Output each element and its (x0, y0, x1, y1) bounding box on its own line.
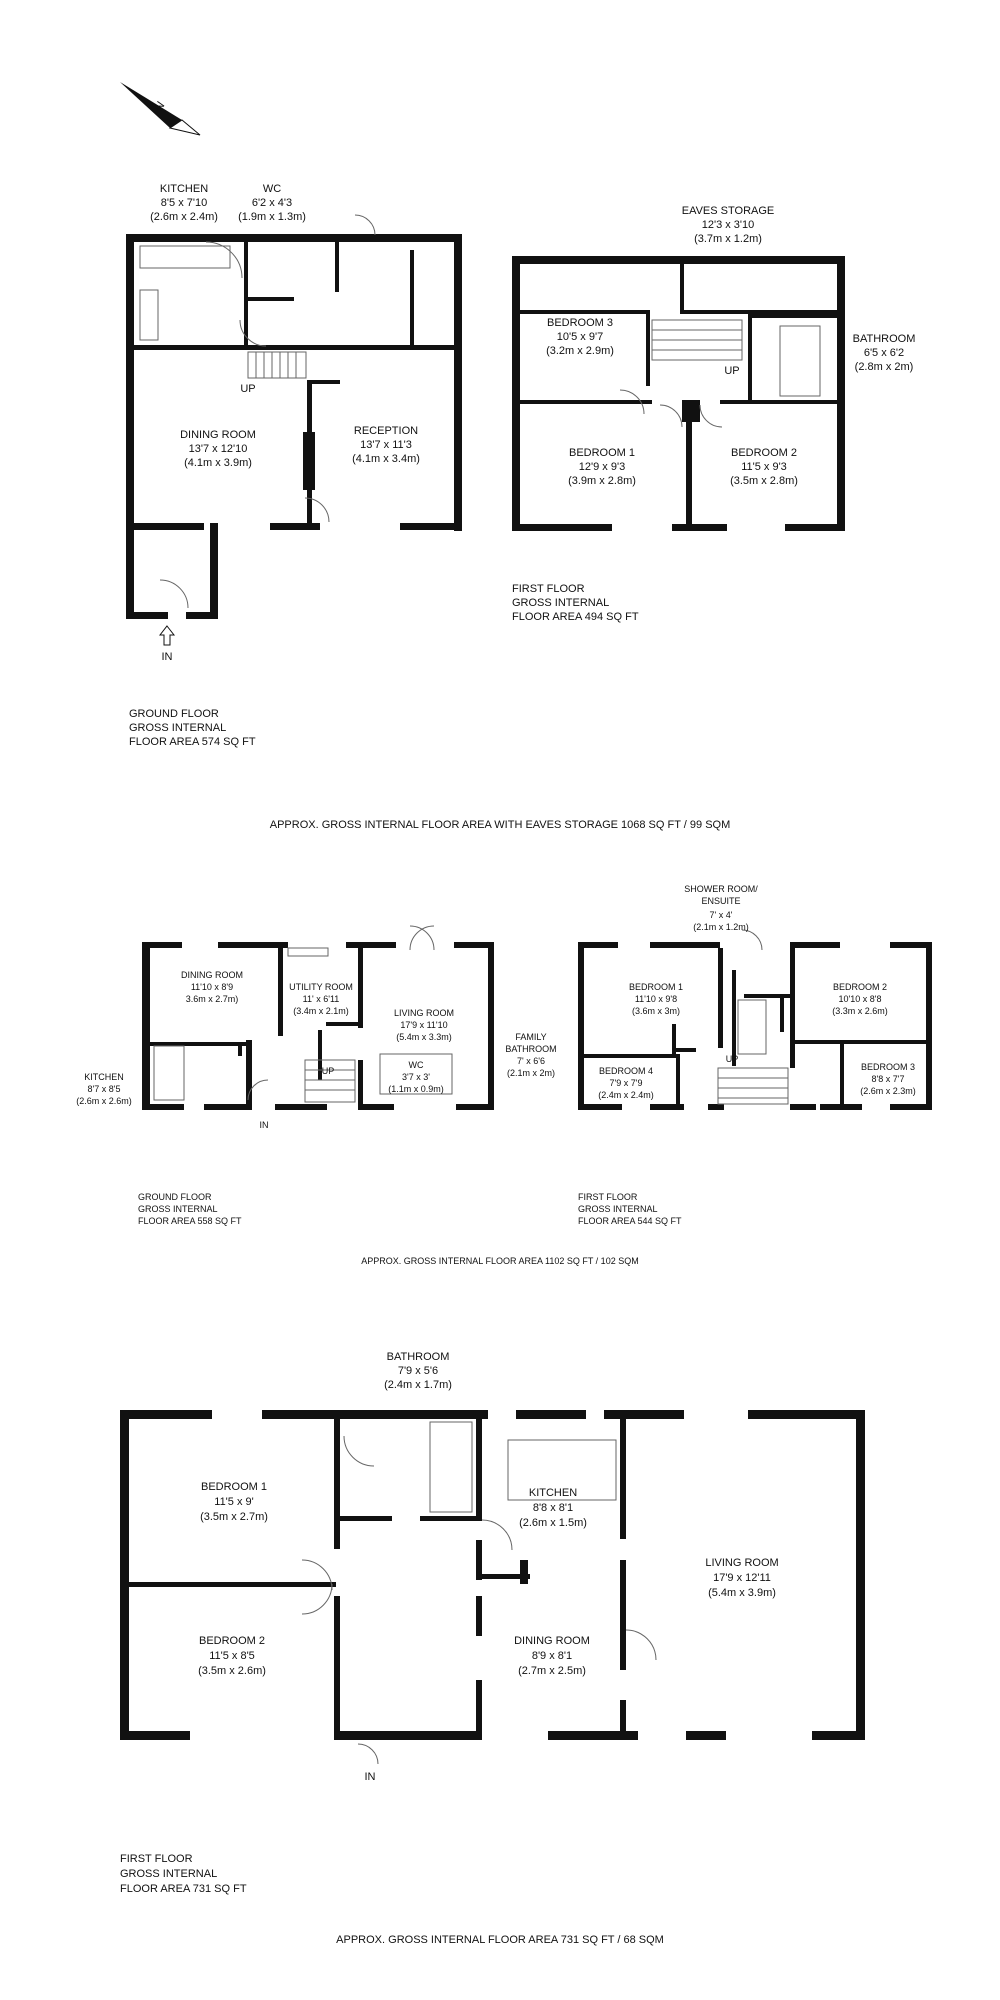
room-dimensions-imperial: 12'3 x 3'10 (701, 219, 755, 231)
room-name: WC (262, 183, 282, 195)
floor-note-line: GROSS INTERNAL (120, 1868, 218, 1880)
room-dimensions-metric: (3.5m x 2.8m) (730, 475, 798, 487)
room-dimensions-metric: (3.5m x 2.6m) (198, 1665, 266, 1677)
room-name: BATHROOM (852, 333, 916, 345)
room-name-line-2: BATHROOM (505, 1044, 557, 1054)
room-name: RECEPTION (353, 425, 419, 437)
room-dimensions-metric: (3.4m x 2.1m) (293, 1006, 349, 1016)
room-dimensions-metric: (2.1m x 1.2m) (693, 922, 749, 932)
room-dimensions-imperial: 11' x 6'11 (302, 994, 340, 1004)
room-name: FAMILY (515, 1032, 547, 1042)
room-dimensions-metric: (2.6m x 2.4m) (150, 211, 218, 223)
room-dimensions-metric: (4.1m x 3.4m) (352, 453, 420, 465)
stairs-up-label: UP (725, 1054, 739, 1064)
room-dimensions-imperial: 12'9 x 9'3 (578, 461, 626, 473)
plan-2-first-floor (505, 884, 932, 1226)
stairs-up-label: UP (321, 1066, 335, 1076)
floor-note-line: GROSS INTERNAL (138, 1204, 218, 1214)
room-name: KITCHEN (159, 183, 209, 195)
room-name: BEDROOM 1 (200, 1481, 268, 1493)
room-dimensions-imperial: 11'10 x 9'8 (634, 994, 678, 1004)
room-dimensions-metric: (2.7m x 2.5m) (518, 1665, 586, 1677)
room-dimensions-metric: (3.9m x 2.8m) (568, 475, 636, 487)
room-dimensions-imperial: 7' x 6'6 (517, 1056, 545, 1066)
room-name: BEDROOM 2 (832, 982, 888, 992)
room-dimensions-imperial: 7' x 4' (709, 910, 733, 920)
room-dimensions-imperial: 10'5 x 9'7 (556, 331, 604, 343)
entry-label: IN (161, 651, 173, 663)
room-dimensions-metric: (2.6m x 2.3m) (860, 1086, 916, 1096)
room-dimensions-metric: (4.1m x 3.9m) (184, 457, 252, 469)
north-arrow-icon (120, 82, 200, 135)
room-name: KITCHEN (528, 1487, 578, 1499)
room-dimensions-imperial: 11'5 x 9' (214, 1496, 254, 1508)
room-dimensions-metric: (3.5m x 2.7m) (200, 1511, 268, 1523)
floor-note-line: FLOOR AREA 494 SQ FT (512, 611, 639, 623)
room-dimensions-imperial: 11'10 x 8'9 (190, 982, 234, 992)
floor-note-line: FIRST FLOOR (512, 583, 585, 595)
plan-1-first-floor (512, 205, 915, 623)
room-name: BEDROOM 3 (546, 317, 614, 329)
plan-3-first-floor (120, 1351, 865, 1895)
room-dimensions-metric: (3.3m x 2.6m) (832, 1006, 888, 1016)
room-dimensions-imperial: 10'10 x 8'8 (838, 994, 882, 1004)
room-dimensions-metric: (3.7m x 1.2m) (694, 233, 762, 245)
plan-1-ground-floor (126, 183, 462, 748)
room-dimensions-imperial: 8'8 x 7'7 (871, 1074, 905, 1084)
room-dimensions-metric: (1.9m x 1.3m) (238, 211, 306, 223)
room-dimensions-imperial: 17'9 x 12'11 (713, 1572, 771, 1584)
room-name: BATHROOM (386, 1351, 450, 1363)
room-dimensions-metric: (5.4m x 3.3m) (396, 1032, 452, 1042)
room-dimensions-imperial: 6'2 x 4'3 (251, 197, 293, 209)
room-dimensions-imperial: 8'8 x 8'1 (532, 1502, 574, 1514)
room-dimensions-metric: (3.2m x 2.9m) (546, 345, 614, 357)
plan-3-area-summary: APPROX. GROSS INTERNAL FLOOR AREA 731 SQ FT / 68 SQM (336, 1934, 664, 1946)
room-name: SHOWER ROOM/ (684, 884, 758, 894)
room-dimensions-imperial: 11'5 x 8'5 (209, 1650, 255, 1662)
room-dimensions-imperial: 7'9 x 7'9 (609, 1078, 643, 1088)
room-name: KITCHEN (84, 1072, 124, 1082)
room-name: BEDROOM 3 (860, 1062, 916, 1072)
room-name: EAVES STORAGE (681, 205, 775, 217)
room-dimensions-imperial: 11'5 x 9'3 (741, 461, 787, 473)
plan-2-area-summary: APPROX. GROSS INTERNAL FLOOR AREA 1102 SQ FT / 102 SQM (361, 1256, 639, 1266)
room-name: BEDROOM 2 (198, 1635, 266, 1647)
room-dimensions-imperial: 13'7 x 12'10 (188, 443, 248, 455)
room-name: BEDROOM 1 (628, 982, 684, 992)
stairs-up-label: UP (240, 383, 256, 395)
room-dimensions-metric: (2.8m x 2m) (854, 361, 914, 373)
room-dimensions-metric: (2.4m x 1.7m) (384, 1379, 452, 1391)
room-dimensions-metric: (2.6m x 1.5m) (519, 1517, 587, 1529)
room-dimensions-metric: (1.1m x 0.9m) (388, 1084, 444, 1094)
floor-note-line: FLOOR AREA 544 SQ FT (578, 1216, 682, 1226)
room-dimensions-metric: (2.4m x 2.4m) (598, 1090, 654, 1100)
room-dimensions-imperial: 8'9 x 8'1 (531, 1650, 573, 1662)
compass-letter: N (150, 98, 168, 114)
floor-note-line: FLOOR AREA 558 SQ FT (138, 1216, 242, 1226)
room-name: LIVING ROOM (393, 1008, 455, 1018)
plan-1-area-summary: APPROX. GROSS INTERNAL FLOOR AREA WITH EAVES STORAGE 1068 SQ FT / 99 SQM (269, 819, 731, 831)
floor-note-line: GROUND FLOOR (129, 708, 219, 720)
room-dimensions-imperial: 13'7 x 11'3 (360, 439, 412, 451)
floor-note-line: FIRST FLOOR (578, 1192, 638, 1202)
room-dimensions-metric: (3.6m x 3m) (631, 1006, 681, 1016)
room-name: DINING ROOM (181, 970, 243, 980)
room-dimensions-metric: (2.1m x 2m) (506, 1068, 556, 1078)
room-name: BEDROOM 2 (730, 447, 798, 459)
entry-arrow-icon (160, 626, 174, 645)
room-dimensions-imperial: 8'7 x 8'5 (87, 1084, 121, 1094)
floor-note-line: GROUND FLOOR (138, 1192, 212, 1202)
floor-note-line: GROSS INTERNAL (129, 722, 227, 734)
floor-note-line: FLOOR AREA 574 SQ FT (129, 736, 256, 748)
room-name: DINING ROOM (180, 429, 256, 441)
floor-note-line: FIRST FLOOR (120, 1853, 193, 1865)
room-name: WC (408, 1060, 424, 1070)
room-dimensions-imperial: 7'9 x 5'6 (397, 1365, 439, 1377)
room-name-line-2: ENSUITE (701, 896, 741, 906)
room-dimensions-imperial: 8'5 x 7'10 (160, 197, 208, 209)
room-name: BEDROOM 4 (598, 1066, 654, 1076)
room-dimensions-metric: (2.6m x 2.6m) (76, 1096, 132, 1106)
room-dimensions-imperial: 17'9 x 11'10 (400, 1020, 448, 1030)
floor-note-line: FLOOR AREA 731 SQ FT (120, 1883, 247, 1895)
room-dimensions-metric: 3.6m x 2.7m) (185, 994, 239, 1004)
room-name: DINING ROOM (514, 1635, 590, 1647)
room-name: LIVING ROOM (705, 1557, 779, 1569)
room-name: UTILITY ROOM (289, 982, 353, 992)
entry-label: IN (364, 1771, 376, 1783)
room-dimensions-imperial: 6'5 x 6'2 (863, 347, 905, 359)
room-dimensions-imperial: 3'7 x 3' (402, 1072, 430, 1082)
room-name: BEDROOM 1 (568, 447, 636, 459)
room-dimensions-metric: (5.4m x 3.9m) (708, 1587, 776, 1599)
stairs-up-label: UP (724, 365, 740, 377)
entry-label: IN (259, 1120, 269, 1130)
floor-note-line: GROSS INTERNAL (578, 1204, 658, 1214)
floor-note-line: GROSS INTERNAL (512, 597, 610, 609)
plan-2-ground-floor (76, 926, 494, 1226)
